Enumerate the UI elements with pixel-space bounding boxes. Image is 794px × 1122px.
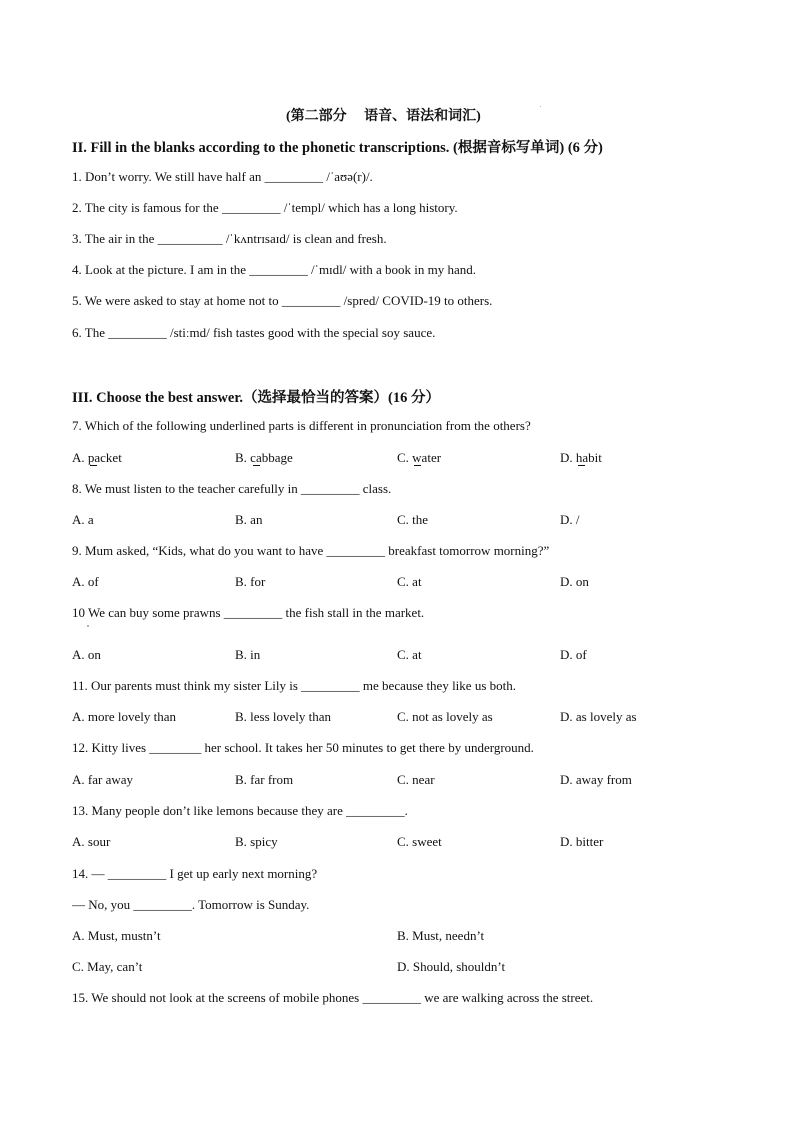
question-7: 7. Which of the following underlined parts is different in pronunciation from the others? bbox=[72, 418, 531, 433]
fill-item-3: 3. The air in the __________ /ˈkʌntrɪsaɪd/ is clean and fresh. bbox=[72, 231, 387, 246]
q11-option-c: C. not as lovely as bbox=[397, 709, 493, 724]
q10-option-c: C. at bbox=[397, 647, 422, 662]
q7-option-a: A. packet bbox=[72, 450, 122, 465]
stray-dot bbox=[540, 106, 541, 107]
q7-underline-b bbox=[253, 465, 260, 466]
q8-option-b: B. an bbox=[235, 512, 263, 527]
section-3-title: III. Choose the best answer.（选择最恰当的答案）(16 分） bbox=[72, 390, 441, 406]
q10-option-b: B. in bbox=[235, 647, 261, 662]
fill-item-1: 1. Don’t worry. We still have half an _________ /ˈaʊə(r)/. bbox=[72, 169, 373, 184]
q14-option-a: A. Must, mustn’t bbox=[72, 928, 161, 943]
fill-item-6: 6. The _________ /stiːmd/ fish tastes good with the special soy sauce. bbox=[72, 325, 436, 340]
question-9: 9. Mum asked, “Kids, what do you want to have _________ breakfast tomorrow morning?” bbox=[72, 543, 550, 558]
question-13: 13. Many people don’t like lemons because they are _________. bbox=[72, 803, 408, 818]
q12-option-d: D. away from bbox=[560, 772, 632, 787]
q7-option-d: D. habit bbox=[560, 450, 602, 465]
q7-underline-a bbox=[90, 465, 97, 466]
q7-option-b: B. cabbage bbox=[235, 450, 293, 465]
q8-option-a: A. a bbox=[72, 512, 94, 527]
q9-option-d: D. on bbox=[560, 574, 589, 589]
q13-option-d: D. bitter bbox=[560, 834, 604, 849]
q7-option-c: C. water bbox=[397, 450, 442, 465]
fill-item-4: 4. Look at the picture. I am in the _________ /ˈmɪdl/ with a book in my hand. bbox=[72, 262, 477, 277]
q8-option-c: C. the bbox=[397, 512, 429, 527]
q11-option-b: B. less lovely than bbox=[235, 709, 332, 724]
q8-option-d: D. / bbox=[560, 512, 580, 527]
question-12: 12. Kitty lives ________ her school. It takes her 50 minutes to get there by underground. bbox=[72, 740, 534, 755]
q11-option-a: A. more lovely than bbox=[72, 709, 176, 724]
q10-option-d: D. of bbox=[560, 647, 587, 662]
q14-option-c: C. May, can’t bbox=[72, 959, 143, 974]
question-8: 8. We must listen to the teacher carefully in _________ class. bbox=[72, 481, 392, 496]
q13-option-a: A. sour bbox=[72, 834, 111, 849]
q14-option-d: D. Should, shouldn’t bbox=[397, 959, 506, 974]
q9-option-b: B. for bbox=[235, 574, 266, 589]
q14-option-b: B. Must, needn’t bbox=[397, 928, 485, 943]
fill-item-5: 5. We were asked to stay at home not to _________ /spred/ COVID-19 to others. bbox=[72, 293, 493, 308]
q11-option-d: D. as lovely as bbox=[560, 709, 637, 724]
q12-option-c: C. near bbox=[397, 772, 435, 787]
q7-underline-d bbox=[578, 465, 585, 466]
q9-option-c: C. at bbox=[397, 574, 422, 589]
question-15: 15. We should not look at the screens of mobile phones _________ we are walking across the street. bbox=[72, 990, 594, 1005]
q13-option-c: C. sweet bbox=[397, 834, 442, 849]
q13-option-b: B. spicy bbox=[235, 834, 278, 849]
stray-dot bbox=[87, 625, 89, 627]
q9-option-a: A. of bbox=[72, 574, 99, 589]
section-2-title: II. Fill in the blanks according to the phonetic transcriptions. (根据音标写单词) (6 分) bbox=[72, 140, 603, 156]
part-title: (第二部分 语音、语法和词汇) bbox=[286, 109, 481, 124]
question-14-line-2: — No, you _________. Tomorrow is Sunday. bbox=[72, 897, 310, 912]
question-14-line-1: 14. — _________ I get up early next morning? bbox=[72, 866, 318, 881]
question-11: 11. Our parents must think my sister Lily is _________ me because they like us both. bbox=[72, 678, 516, 693]
q10-option-a: A. on bbox=[72, 647, 101, 662]
q7-underline-c bbox=[414, 465, 421, 466]
q12-option-a: A. far away bbox=[72, 772, 133, 787]
q12-option-b: B. far from bbox=[235, 772, 294, 787]
fill-item-2: 2. The city is famous for the _________ /ˈtempl/ which has a long history. bbox=[72, 200, 458, 215]
question-10: 10 We can buy some prawns _________ the fish stall in the market. bbox=[72, 605, 425, 620]
